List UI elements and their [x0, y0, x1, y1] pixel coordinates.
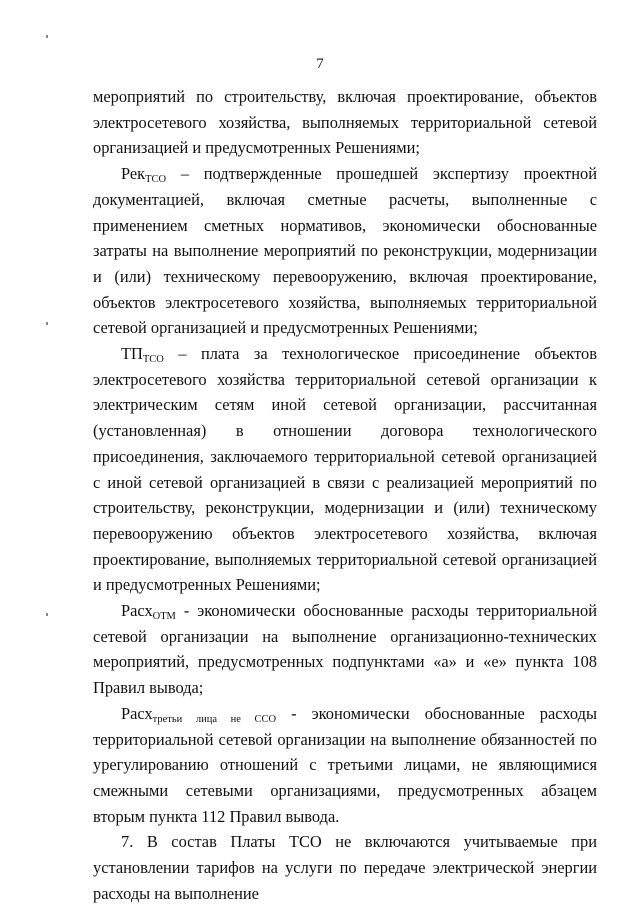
paragraph	[93, 161, 597, 341]
paragraph-text: – подтвержденные прошедшей экспертизу проектной документацией, включая сметные расчеты, выполненные с применением сметных нормативов, экономически обоснованные затраты на выполнение мероприятий по реконструкции, модернизации и (или) техническому перевооружению, включая проектирование, объектов электросетевого хозяйства, выполняемых территориальной сетевой организацией и предусмотренных Решениями;	[93, 164, 597, 338]
term-subscript: ТСО	[142, 354, 164, 366]
paragraph-text: 7. В состав Платы ТСО не включаются учитываемые при установлении тарифов на услуги по передаче электрической энергии расходы на выполнение	[93, 832, 597, 903]
term-subscript: ТСО	[145, 174, 167, 186]
paragraph-text: - экономически обоснованные расходы территориальной сетевой организации на выполнение обязанностей по урегулированию отношений с третьими лицами, не являющимися смежными сетевыми организациями, предусмотренных абзацем вторым пункта 112 Правил вывода.	[93, 703, 597, 826]
paragraph	[93, 341, 597, 598]
scan-mark	[46, 322, 48, 325]
paragraph-text: - экономически обоснованные расходы территориальной сетевой организации на выполнение организационно-технических мероприятий, предусмотренных подпунктами «а» и «е» пункта 108 Правил вывода;	[93, 601, 597, 698]
scan-mark	[46, 613, 48, 616]
page-number: 7	[316, 56, 324, 72]
paragraph	[93, 598, 597, 701]
term-name: ТП	[121, 344, 143, 364]
document-body	[93, 84, 597, 907]
term-subscript: третьи лица не ССО	[152, 713, 277, 725]
scan-mark	[46, 35, 48, 38]
term-name: Расх	[121, 601, 153, 621]
term-name: Расх	[121, 703, 153, 723]
paragraph-text: – плата за технологическое присоединение объектов электросетевого хозяйства территориальной сетевой организации к электрическим сетям иной сетевой организации, рассчитанная (установленная) в отношении договора технологического присоединения, заключаемого территориальной сетевой организацией с иной сетевой организацией в связи с реализацией мероприятий по строительству, реконструкции, модернизации и (или) техническому перевооружению объектов электросетевого хозяйства, включая проектирование, выполняемых территориальной сетевой организацией и предусмотренных Решениями;	[93, 344, 597, 595]
paragraph	[93, 701, 597, 830]
term-subscript: ОТМ	[152, 611, 176, 623]
paragraph	[93, 84, 597, 161]
paragraph-text: мероприятий по строительству, включая проектирование, объектов электросетевого хозяйства, выполняемых территориальной сетевой организацией и предусмотренных Решениями;	[93, 87, 597, 158]
term-name: Рек	[121, 164, 146, 184]
paragraph	[93, 829, 597, 906]
